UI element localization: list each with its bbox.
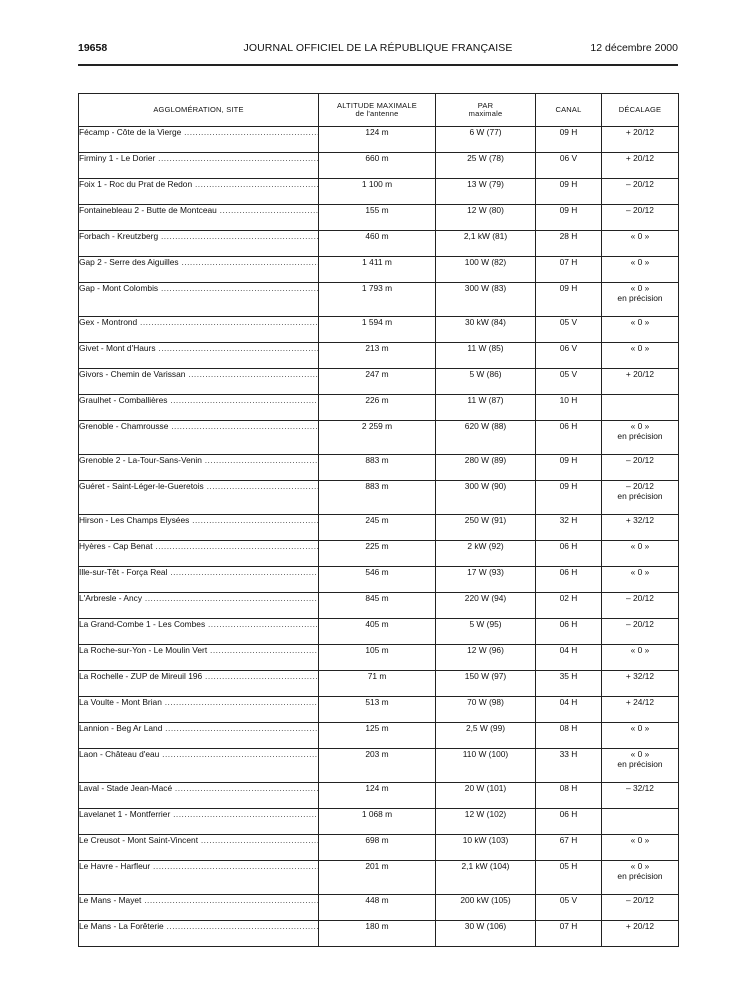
decalage-value: « 0 » <box>630 541 650 551</box>
table-row <box>79 835 679 861</box>
altitude-cell: 226 m <box>319 395 436 421</box>
par-cell: 6 W (77) <box>436 127 536 153</box>
column-header-altitude: ALTITUDE MAXIMALE de l'antenne <box>319 94 436 127</box>
altitude-cell: 513 m <box>319 697 436 723</box>
decalage-cell <box>602 619 679 645</box>
decalage-cell <box>602 481 679 515</box>
site-cell: Le Mans - Mayet ..... <box>79 895 319 921</box>
decalage-value: – 20/12 <box>626 619 654 629</box>
frequency-table <box>78 93 679 947</box>
table-body <box>79 127 679 947</box>
table-row <box>79 343 679 369</box>
altitude-cell: 125 m <box>319 723 436 749</box>
par-cell: 150 W (97) <box>436 671 536 697</box>
site-cell: Givors - Chemin de Varissan ..... <box>79 369 319 395</box>
par-cell: 5 W (86) <box>436 369 536 395</box>
table-row <box>79 515 679 541</box>
par-cell: 250 W (91) <box>436 515 536 541</box>
par-cell: 2,5 W (99) <box>436 723 536 749</box>
decalage-cell <box>602 369 679 395</box>
canal-cell: 09 H <box>536 205 602 231</box>
altitude-cell: 124 m <box>319 783 436 809</box>
decalage-cell <box>602 205 679 231</box>
table-row <box>79 153 679 179</box>
decalage-cell <box>602 895 679 921</box>
decalage-cell <box>602 749 679 783</box>
altitude-cell: 213 m <box>319 343 436 369</box>
publication-date: 12 décembre 2000 <box>590 42 678 54</box>
altitude-cell: 247 m <box>319 369 436 395</box>
canal-cell: 05 V <box>536 895 602 921</box>
site-cell: Ille-sur-Têt - Força Real ..... <box>79 567 319 593</box>
canal-cell: 28 H <box>536 231 602 257</box>
table-row <box>79 749 679 783</box>
decalage-value: – 20/12 <box>626 895 654 905</box>
site-cell: Foix 1 - Roc du Prat de Redon ..... <box>79 179 319 205</box>
table-row <box>79 541 679 567</box>
decalage-value: + 20/12 <box>625 369 655 379</box>
decalage-value: – 20/12 <box>626 205 654 215</box>
decalage-cell <box>602 593 679 619</box>
page-header <box>78 42 678 58</box>
par-cell: 300 W (90) <box>436 481 536 515</box>
par-cell: 70 W (98) <box>436 697 536 723</box>
altitude-cell: 2 259 m <box>319 421 436 455</box>
par-cell: 12 W (80) <box>436 205 536 231</box>
decalage-value: – 20/12 <box>626 593 654 603</box>
column-header-site: AGGLOMÉRATION, SITE <box>79 94 319 127</box>
table-row <box>79 645 679 671</box>
decalage-cell <box>602 861 679 895</box>
table-row <box>79 205 679 231</box>
par-cell: 2,1 kW (104) <box>436 861 536 895</box>
canal-cell: 06 H <box>536 421 602 455</box>
site-cell: L'Arbresle - Ancy ..... <box>79 593 319 619</box>
canal-cell: 09 H <box>536 481 602 515</box>
decalage-cell <box>602 421 679 455</box>
altitude-cell: 1 411 m <box>319 257 436 283</box>
decalage-value: + 20/12 <box>625 127 655 137</box>
site-cell: Graulhet - Comballières ..... <box>79 395 319 421</box>
decalage-cell <box>602 395 679 421</box>
decalage-value: – 20/12 <box>626 481 654 491</box>
canal-cell: 09 H <box>536 283 602 317</box>
decalage-cell <box>602 645 679 671</box>
decalage-value: « 0 » <box>630 317 650 327</box>
decalage-cell <box>602 455 679 481</box>
table-row <box>79 593 679 619</box>
table-row <box>79 671 679 697</box>
canal-cell: 07 H <box>536 921 602 947</box>
par-cell: 30 W (106) <box>436 921 536 947</box>
column-header-par: PAR maximale <box>436 94 536 127</box>
altitude-cell: 448 m <box>319 895 436 921</box>
decalage-cell <box>602 697 679 723</box>
decalage-cell <box>602 515 679 541</box>
altitude-cell: 105 m <box>319 645 436 671</box>
site-cell: Guéret - Saint-Léger-le-Gueretois ..... <box>79 481 319 515</box>
table-row <box>79 567 679 593</box>
canal-cell: 06 H <box>536 619 602 645</box>
decalage-cell <box>602 835 679 861</box>
altitude-cell: 698 m <box>319 835 436 861</box>
par-cell: 620 W (88) <box>436 421 536 455</box>
par-cell: 2,1 kW (81) <box>436 231 536 257</box>
altitude-cell: 71 m <box>319 671 436 697</box>
decalage-value: + 20/12 <box>625 921 655 931</box>
site-cell: La Roche-sur-Yon - Le Moulin Vert ..... <box>79 645 319 671</box>
site-cell: Gap 2 - Serre des Aiguilles ..... <box>79 257 319 283</box>
decalage-value: – 20/12 <box>626 455 654 465</box>
par-cell: 200 kW (105) <box>436 895 536 921</box>
decalage-cell <box>602 567 679 593</box>
decalage-cell <box>602 179 679 205</box>
canal-cell: 08 H <box>536 723 602 749</box>
canal-cell: 35 H <box>536 671 602 697</box>
site-cell: Grenoble 2 - La-Tour-Sans-Venin ..... <box>79 455 319 481</box>
decalage-value: « 0 » <box>630 723 650 733</box>
decalage-value: « 0 » <box>630 343 650 353</box>
canal-cell: 09 H <box>536 179 602 205</box>
site-cell: Gex - Montrond ..... <box>79 317 319 343</box>
table-row <box>79 257 679 283</box>
altitude-cell: 1 793 m <box>319 283 436 317</box>
par-cell: 2 kW (92) <box>436 541 536 567</box>
altitude-cell: 883 m <box>319 455 436 481</box>
altitude-cell: 883 m <box>319 481 436 515</box>
canal-cell: 05 V <box>536 369 602 395</box>
decalage-value: « 0 » <box>630 645 650 655</box>
altitude-cell: 180 m <box>319 921 436 947</box>
canal-cell: 06 H <box>536 541 602 567</box>
altitude-cell: 245 m <box>319 515 436 541</box>
site-cell: Firminy 1 - Le Dorier ..... <box>79 153 319 179</box>
site-cell: Le Mans - La Forêterie ..... <box>79 921 319 947</box>
site-cell: Le Creusot - Mont Saint-Vincent ..... <box>79 835 319 861</box>
par-cell: 220 W (94) <box>436 593 536 619</box>
decalage-value: « 0 » <box>630 257 650 267</box>
table-row <box>79 421 679 455</box>
site-cell: La Grand-Combe 1 - Les Combes ..... <box>79 619 319 645</box>
table-header-row <box>79 94 679 127</box>
table-row <box>79 231 679 257</box>
canal-cell: 06 H <box>536 809 602 835</box>
par-cell: 280 W (89) <box>436 455 536 481</box>
par-cell: 11 W (87) <box>436 395 536 421</box>
canal-cell: 33 H <box>536 749 602 783</box>
par-cell: 30 kW (84) <box>436 317 536 343</box>
decalage-value: – 32/12 <box>626 783 654 793</box>
table-row <box>79 455 679 481</box>
decalage-note: en précision <box>617 871 663 881</box>
table-row <box>79 723 679 749</box>
table-row <box>79 783 679 809</box>
page-number: 19658 <box>78 42 108 54</box>
decalage-cell <box>602 809 679 835</box>
decalage-value: « 0 » <box>630 835 650 845</box>
site-cell: Grenoble - Chamrousse ..... <box>79 421 319 455</box>
table-row <box>79 317 679 343</box>
decalage-cell <box>602 541 679 567</box>
altitude-cell: 225 m <box>319 541 436 567</box>
canal-cell: 10 H <box>536 395 602 421</box>
decalage-value: « 0 » <box>630 567 650 577</box>
par-cell: 10 kW (103) <box>436 835 536 861</box>
site-cell: La Rochelle - ZUP de Mireuil 196 ..... <box>79 671 319 697</box>
par-cell: 110 W (100) <box>436 749 536 783</box>
table-row <box>79 395 679 421</box>
table-row <box>79 861 679 895</box>
decalage-note: en précision <box>617 431 663 441</box>
canal-cell: 09 H <box>536 127 602 153</box>
decalage-cell <box>602 231 679 257</box>
header-rule <box>78 64 678 66</box>
decalage-value: « 0 » <box>630 283 650 293</box>
site-cell: Givet - Mont d'Haurs ..... <box>79 343 319 369</box>
decalage-cell <box>602 343 679 369</box>
altitude-cell: 201 m <box>319 861 436 895</box>
par-cell: 5 W (95) <box>436 619 536 645</box>
par-cell: 25 W (78) <box>436 153 536 179</box>
par-cell: 13 W (79) <box>436 179 536 205</box>
table-row <box>79 179 679 205</box>
decalage-cell <box>602 283 679 317</box>
altitude-cell: 660 m <box>319 153 436 179</box>
decalage-value: + 20/12 <box>625 153 655 163</box>
site-cell: Gap - Mont Colombis ..... <box>79 283 319 317</box>
par-cell: 100 W (82) <box>436 257 536 283</box>
table-row <box>79 619 679 645</box>
par-cell: 12 W (96) <box>436 645 536 671</box>
decalage-note: en précision <box>617 759 663 769</box>
decalage-cell <box>602 257 679 283</box>
decalage-cell <box>602 127 679 153</box>
decalage-value: – 20/12 <box>626 179 654 189</box>
table-row <box>79 127 679 153</box>
altitude-cell: 1 100 m <box>319 179 436 205</box>
altitude-cell: 203 m <box>319 749 436 783</box>
table-row <box>79 895 679 921</box>
site-cell: Le Havre - Harfleur ..... <box>79 861 319 895</box>
canal-cell: 67 H <box>536 835 602 861</box>
table-row <box>79 481 679 515</box>
decalage-cell <box>602 723 679 749</box>
altitude-cell: 460 m <box>319 231 436 257</box>
decalage-cell <box>602 153 679 179</box>
canal-cell: 04 H <box>536 645 602 671</box>
par-cell: 17 W (93) <box>436 567 536 593</box>
decalage-cell <box>602 783 679 809</box>
table-row <box>79 369 679 395</box>
decalage-value: « 0 » <box>630 749 650 759</box>
site-cell: La Voulte - Mont Brian ..... <box>79 697 319 723</box>
canal-cell: 07 H <box>536 257 602 283</box>
canal-cell: 06 V <box>536 153 602 179</box>
par-cell: 300 W (83) <box>436 283 536 317</box>
decalage-value: + 24/12 <box>625 697 655 707</box>
altitude-cell: 405 m <box>319 619 436 645</box>
altitude-cell: 155 m <box>319 205 436 231</box>
canal-cell: 08 H <box>536 783 602 809</box>
decalage-value: « 0 » <box>630 231 650 241</box>
decalage-cell <box>602 671 679 697</box>
altitude-cell: 546 m <box>319 567 436 593</box>
decalage-value: « 0 » <box>630 421 650 431</box>
site-cell: Fontainebleau 2 - Butte de Montceau ..... <box>79 205 319 231</box>
table-row <box>79 921 679 947</box>
site-cell: Lannion - Beg Ar Land ..... <box>79 723 319 749</box>
altitude-cell: 124 m <box>319 127 436 153</box>
decalage-note: en précision <box>617 293 663 303</box>
canal-cell: 05 H <box>536 861 602 895</box>
altitude-cell: 1 594 m <box>319 317 436 343</box>
decalage-value: + 32/12 <box>625 671 655 681</box>
par-cell: 12 W (102) <box>436 809 536 835</box>
site-cell: Laval - Stade Jean-Macé ..... <box>79 783 319 809</box>
decalage-value: « 0 » <box>630 861 650 871</box>
site-cell: Fécamp - Côte de la Vierge ..... <box>79 127 319 153</box>
canal-cell: 05 V <box>536 317 602 343</box>
canal-cell: 04 H <box>536 697 602 723</box>
site-cell: Hyères - Cap Benat ..... <box>79 541 319 567</box>
decalage-cell <box>602 921 679 947</box>
journal-title: JOURNAL OFFICIEL DE LA RÉPUBLIQUE FRANÇAISE <box>243 42 513 54</box>
canal-cell: 02 H <box>536 593 602 619</box>
altitude-cell: 845 m <box>319 593 436 619</box>
altitude-cell: 1 068 m <box>319 809 436 835</box>
canal-cell: 06 V <box>536 343 602 369</box>
site-cell: Forbach - Kreutzberg ..... <box>79 231 319 257</box>
site-cell: Laon - Château d'eau ..... <box>79 749 319 783</box>
canal-cell: 06 H <box>536 567 602 593</box>
decalage-note: en précision <box>617 491 663 501</box>
column-header-decalage: DÉCALAGE <box>602 94 679 127</box>
par-cell: 20 W (101) <box>436 783 536 809</box>
table-row <box>79 283 679 317</box>
site-cell: Hirson - Les Champs Elysées ..... <box>79 515 319 541</box>
column-header-canal: CANAL <box>536 94 602 127</box>
table-row <box>79 809 679 835</box>
canal-cell: 09 H <box>536 455 602 481</box>
table-row <box>79 697 679 723</box>
par-cell: 11 W (85) <box>436 343 536 369</box>
canal-cell: 32 H <box>536 515 602 541</box>
decalage-value: + 32/12 <box>625 515 655 525</box>
decalage-cell <box>602 317 679 343</box>
site-cell: Lavelanet 1 - Montferrier ..... <box>79 809 319 835</box>
